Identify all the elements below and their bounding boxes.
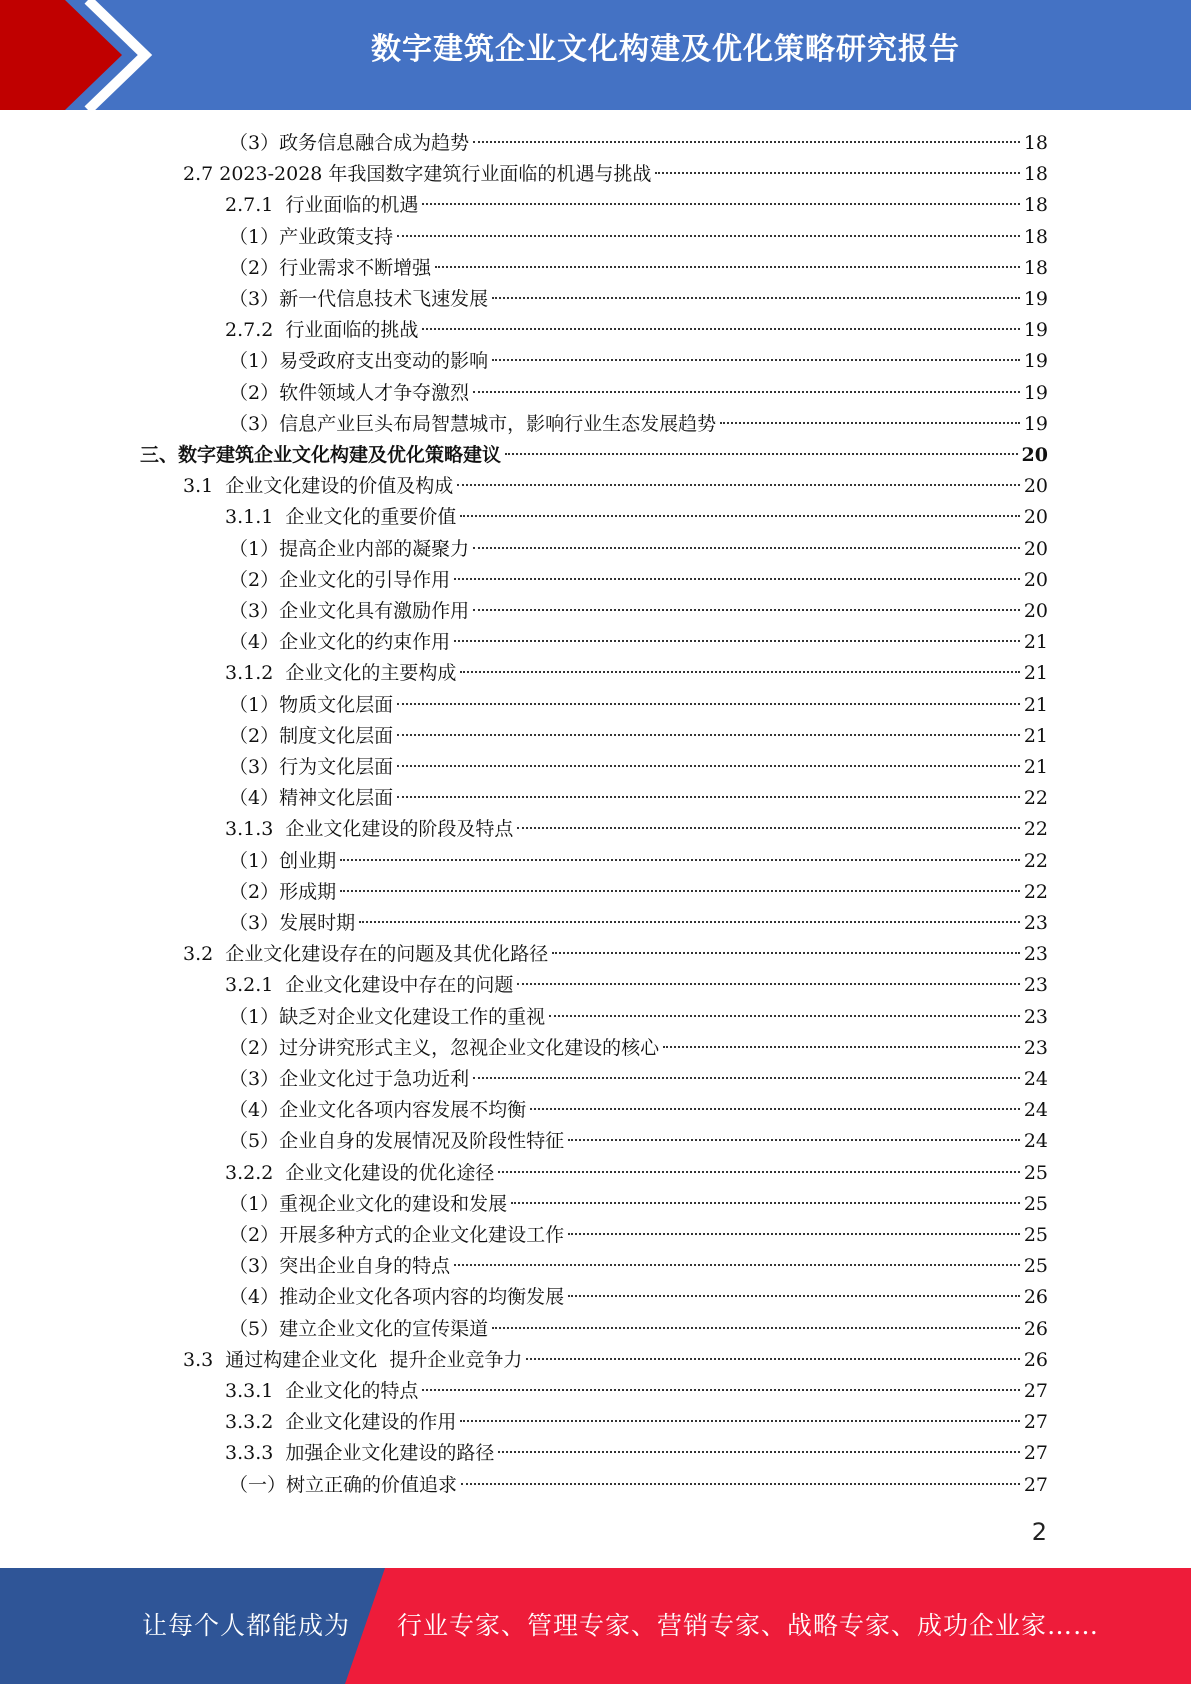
toc-entry[interactable] xyxy=(229,1064,1048,1095)
toc-entry-page: 27 xyxy=(1023,1473,1048,1496)
toc-entry-page: 20 xyxy=(1023,568,1048,591)
toc-entry-page: 24 xyxy=(1023,1099,1048,1122)
toc-entry-title: （1）易受政府支出变动的影响 xyxy=(229,350,489,373)
toc-entry-title: （5）企业自身的发展情况及阶段性特征 xyxy=(229,1130,565,1153)
toc-entry-page: 18 xyxy=(1023,132,1048,154)
toc-leader-dots xyxy=(422,203,1019,205)
toc-entry-page: 19 xyxy=(1023,412,1048,435)
toc-entry[interactable] xyxy=(183,1345,1048,1376)
toc-leader-dots xyxy=(505,453,1018,455)
toc-entry-title: （3）政务信息融合成为趋势 xyxy=(229,132,470,154)
toc-entry[interactable] xyxy=(229,783,1048,814)
toc-entry-page: 22 xyxy=(1023,880,1048,903)
toc-entry[interactable] xyxy=(229,1002,1048,1033)
toc-entry[interactable] xyxy=(229,846,1048,877)
toc-entry[interactable] xyxy=(229,346,1048,377)
toc-entry-title: （4）企业文化的约束作用 xyxy=(229,631,451,654)
toc-entry-title: 2.7.1 行业面临的机遇 xyxy=(225,194,419,217)
toc-entry-title: （2）形成期 xyxy=(229,880,337,903)
toc-entry[interactable] xyxy=(183,159,1048,190)
toc-leader-dots xyxy=(454,578,1020,580)
toc-entry[interactable] xyxy=(229,1189,1048,1220)
toc-leader-dots xyxy=(663,1046,1020,1048)
toc-entry-page: 26 xyxy=(1023,1317,1048,1340)
toc-entry-title: （4）推动企业文化各项内容的均衡发展 xyxy=(229,1286,565,1309)
toc-entry-page: 26 xyxy=(1023,1286,1048,1309)
toc-leader-dots xyxy=(457,484,1020,486)
toc-entry[interactable] xyxy=(229,222,1048,253)
toc-entry-title: （5）建立企业文化的宣传渠道 xyxy=(229,1317,489,1340)
toc-leader-dots xyxy=(568,1139,1020,1141)
toc-entry-title: （2）过分讲究形式主义，忽视企业文化建设的核心 xyxy=(229,1036,660,1059)
header-chevron-icon xyxy=(0,0,160,110)
toc-entry-page: 24 xyxy=(1023,1130,1048,1153)
toc-entry[interactable] xyxy=(225,190,1048,221)
toc-leader-dots xyxy=(397,734,1020,736)
toc-entry-title: 3.1.3 企业文化建设的阶段及特点 xyxy=(225,818,514,841)
toc-leader-dots xyxy=(473,141,1020,143)
toc-entry-page: 21 xyxy=(1023,693,1048,716)
toc-leader-dots xyxy=(454,1264,1020,1266)
toc-entry-title: （4）企业文化各项内容发展不均衡 xyxy=(229,1099,527,1122)
toc-entry-page: 25 xyxy=(1023,1255,1048,1278)
toc-entry[interactable] xyxy=(225,1438,1048,1469)
toc-entry[interactable] xyxy=(229,690,1048,721)
toc-entry-page: 23 xyxy=(1023,943,1048,966)
toc-entry-page: 23 xyxy=(1023,974,1048,997)
toc-entry[interactable] xyxy=(229,565,1048,596)
toc-leader-dots xyxy=(492,297,1020,299)
toc-leader-dots xyxy=(435,266,1020,268)
toc-entry-page: 22 xyxy=(1023,849,1048,872)
toc-entry-title: 3.3.3 加强企业文化建设的路径 xyxy=(225,1442,495,1465)
toc-entry-page: 24 xyxy=(1023,1068,1048,1090)
toc-leader-dots xyxy=(359,921,1020,923)
toc-entry[interactable] xyxy=(229,1033,1048,1064)
toc-entry-title: （3）信息产业巨头布局智慧城市，影响行业生态发展趋势 xyxy=(229,412,717,435)
toc-entry-title: （2）软件领域人才争夺激烈 xyxy=(229,381,470,404)
toc-leader-dots xyxy=(530,1108,1020,1110)
toc-leader-dots xyxy=(422,1389,1019,1391)
toc-leader-dots xyxy=(492,359,1020,361)
toc-entry-page: 25 xyxy=(1023,1224,1048,1246)
toc-entry[interactable] xyxy=(225,1158,1048,1189)
toc-entry[interactable] xyxy=(225,1407,1048,1438)
toc-entry-title: 2.7.2 行业面临的挑战 xyxy=(225,319,419,342)
toc-entry-title: （3）新一代信息技术飞速发展 xyxy=(229,288,489,310)
toc-entry-title: （3）行为文化层面 xyxy=(229,756,394,778)
toc-leader-dots xyxy=(397,796,1020,798)
toc-entry-title: 3.3.1 企业文化的特点 xyxy=(225,1380,419,1402)
toc-leader-dots xyxy=(498,1451,1019,1453)
toc-entry[interactable] xyxy=(225,502,1048,533)
toc-entry-title: （3）企业文化过于急功近利 xyxy=(229,1068,470,1090)
toc-entry-title: 3.2.1 企业文化建设中存在的问题 xyxy=(225,974,514,997)
toc-entry-page: 18 xyxy=(1023,225,1048,248)
toc-entry-page: 20 xyxy=(1023,600,1048,622)
toc-entry[interactable] xyxy=(225,1376,1048,1407)
toc-entry[interactable] xyxy=(140,440,1048,471)
toc-entry-title: 三、数字建筑企业文化构建及优化策略建议 xyxy=(140,444,502,466)
toc-entry-page: 21 xyxy=(1023,662,1048,685)
toc-entry-title: （1）物质文化层面 xyxy=(229,693,394,716)
toc-entry-title: 3.2.2 企业文化建设的优化途径 xyxy=(225,1161,495,1184)
toc-leader-dots xyxy=(492,1327,1020,1329)
toc-entry[interactable] xyxy=(229,908,1048,939)
toc-entry[interactable] xyxy=(229,1314,1048,1345)
toc-leader-dots xyxy=(473,391,1020,393)
toc-leader-dots xyxy=(473,1077,1020,1079)
toc-entry-page: 25 xyxy=(1023,1161,1048,1184)
toc-leader-dots xyxy=(511,1202,1020,1204)
toc-entry-title: 3.1.2 企业文化的主要构成 xyxy=(225,662,457,685)
toc-leader-dots xyxy=(498,1171,1019,1173)
toc-leader-dots xyxy=(517,983,1019,985)
page-number: 2 xyxy=(1031,1518,1047,1546)
footer-slogan-right: 行业专家、管理专家、营销专家、战略专家、成功企业家…… xyxy=(397,1611,1100,1640)
toc-entry-page: 27 xyxy=(1023,1442,1048,1465)
toc-entry-page: 20 xyxy=(1023,475,1048,498)
toc-entry[interactable] xyxy=(229,1220,1048,1251)
toc-leader-dots xyxy=(422,328,1019,330)
toc-entry-page: 22 xyxy=(1023,818,1048,841)
toc-leader-dots xyxy=(655,172,1019,174)
toc-entry-title: （3）发展时期 xyxy=(229,912,356,934)
toc-entry-page: 23 xyxy=(1023,912,1048,934)
toc-entry-page: 20 xyxy=(1023,506,1048,529)
report-title: 数字建筑企业文化构建及优化策略研究报告 xyxy=(371,32,960,67)
toc-entry-title: （1）重视企业文化的建设和发展 xyxy=(229,1192,508,1215)
toc-entry[interactable] xyxy=(229,1251,1048,1282)
toc-entry[interactable] xyxy=(229,877,1048,908)
toc-entry[interactable] xyxy=(225,658,1048,689)
toc-entry[interactable] xyxy=(229,721,1048,752)
toc-leader-dots xyxy=(473,547,1020,549)
toc-entry-title: 3.3.2 企业文化建设的作用 xyxy=(225,1411,457,1434)
toc-leader-dots xyxy=(340,890,1020,892)
toc-leader-dots xyxy=(473,609,1020,611)
toc-entry-page: 23 xyxy=(1023,1005,1048,1028)
toc-entry[interactable] xyxy=(229,1095,1048,1126)
toc-entry-page: 21 xyxy=(1023,724,1048,747)
toc-leader-dots xyxy=(460,1420,1019,1422)
toc-entry-title: （3）企业文化具有激励作用 xyxy=(229,600,470,622)
toc-entry-title: 3.1 企业文化建设的价值及构成 xyxy=(183,475,454,498)
toc-entry[interactable] xyxy=(225,814,1048,845)
toc-leader-dots xyxy=(568,1295,1020,1297)
toc-entry-title: 3.1.1 企业文化的重要价值 xyxy=(225,506,457,529)
toc-entry-title: （2）行业需求不断增强 xyxy=(229,256,432,279)
toc-leader-dots xyxy=(454,640,1020,642)
toc-entry[interactable] xyxy=(229,1470,1048,1501)
toc-entry[interactable] xyxy=(183,471,1048,502)
toc-entry-title: 3.2 企业文化建设存在的问题及其优化路径 xyxy=(183,943,549,966)
toc-entry-page: 27 xyxy=(1023,1380,1048,1402)
toc-entry-page: 18 xyxy=(1023,256,1048,279)
toc-entry-page: 27 xyxy=(1023,1411,1048,1434)
toc-entry-title: （2）开展多种方式的企业文化建设工作 xyxy=(229,1224,565,1246)
toc-entry-title: 3.3 通过构建企业文化 提升企业竞争力 xyxy=(183,1348,523,1371)
toc-leader-dots xyxy=(460,671,1019,673)
toc-leader-dots xyxy=(517,827,1019,829)
toc-entry-page: 19 xyxy=(1023,381,1048,404)
toc-entry[interactable] xyxy=(225,315,1048,346)
toc-leader-dots xyxy=(340,859,1020,861)
toc-entry-title: （2）企业文化的引导作用 xyxy=(229,568,451,591)
toc-entry-page: 23 xyxy=(1023,1036,1048,1059)
toc-entry-title: （1）创业期 xyxy=(229,849,337,872)
toc-entry-page: 19 xyxy=(1023,288,1048,310)
toc-entry-page: 18 xyxy=(1023,163,1048,186)
toc-entry[interactable] xyxy=(229,627,1048,658)
toc-entry[interactable] xyxy=(229,1282,1048,1313)
toc-leader-dots xyxy=(397,765,1020,767)
toc-entry-title: （4）精神文化层面 xyxy=(229,787,394,810)
toc-entry[interactable] xyxy=(183,939,1048,970)
toc-entry-page: 18 xyxy=(1023,194,1048,217)
toc-entry[interactable] xyxy=(229,409,1048,440)
toc-leader-dots xyxy=(460,515,1019,517)
toc-entry-page: 26 xyxy=(1023,1348,1048,1371)
toc-entry-page: 19 xyxy=(1023,319,1048,342)
toc-leader-dots xyxy=(552,952,1020,954)
toc-entry-title: 2.7 2023-2028 年我国数字建筑行业面临的机遇与挑战 xyxy=(183,163,652,186)
page-footer xyxy=(0,1568,1191,1684)
toc-entry[interactable] xyxy=(229,752,1048,783)
page-header xyxy=(0,0,1191,110)
toc-leader-dots xyxy=(461,1483,1020,1485)
toc-entry[interactable] xyxy=(229,534,1048,565)
toc-entry[interactable] xyxy=(225,970,1048,1001)
toc-entry-title: （1）提高企业内部的凝聚力 xyxy=(229,537,470,560)
toc-leader-dots xyxy=(549,1015,1020,1017)
toc-entry-page: 22 xyxy=(1023,787,1048,810)
toc-entry[interactable] xyxy=(229,1126,1048,1157)
toc-leader-dots xyxy=(526,1358,1019,1360)
toc-entry[interactable] xyxy=(229,284,1048,315)
toc-entry-title: （一）树立正确的价值追求 xyxy=(229,1473,458,1496)
toc-entry-page: 20 xyxy=(1023,537,1048,560)
footer-slogan-left: 让每个人都能成为 xyxy=(142,1611,351,1640)
toc-entry-page: 21 xyxy=(1023,756,1048,778)
toc-leader-dots xyxy=(568,1233,1020,1235)
toc-entry[interactable] xyxy=(229,596,1048,627)
toc-leader-dots xyxy=(397,703,1020,705)
toc-entry-title: （1）缺乏对企业文化建设工作的重视 xyxy=(229,1005,546,1028)
toc-entry-title: （3）突出企业自身的特点 xyxy=(229,1255,451,1278)
toc-leader-dots xyxy=(720,422,1020,424)
toc-entry[interactable] xyxy=(229,378,1048,409)
toc-entry-page: 20 xyxy=(1021,444,1048,466)
toc-entry[interactable] xyxy=(229,253,1048,284)
toc-entry-page: 21 xyxy=(1023,631,1048,654)
toc-entry-page: 25 xyxy=(1023,1192,1048,1215)
toc-entry-title: （1）产业政策支持 xyxy=(229,225,394,248)
toc-leader-dots xyxy=(397,235,1020,237)
toc-entry-page: 19 xyxy=(1023,350,1048,373)
toc-entry-title: （2）制度文化层面 xyxy=(229,724,394,747)
toc-entry[interactable] xyxy=(229,128,1048,159)
